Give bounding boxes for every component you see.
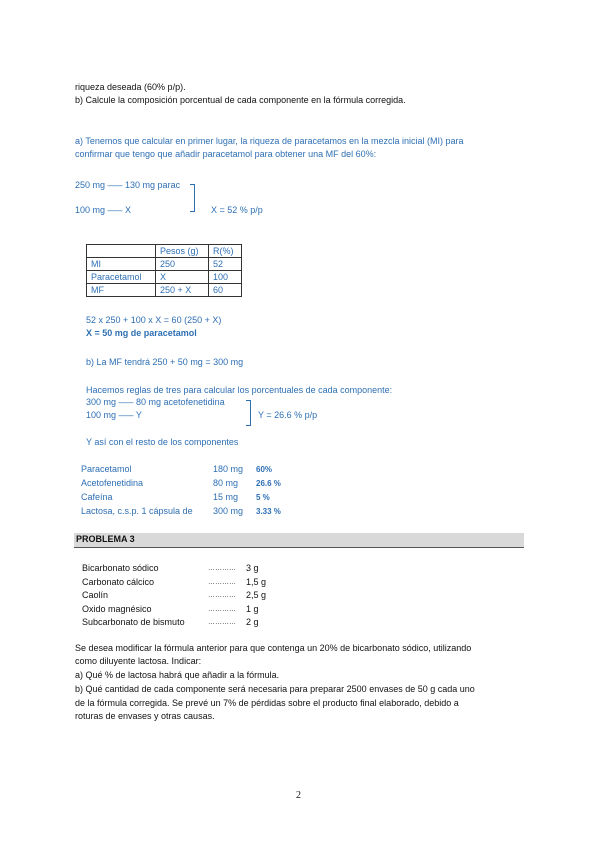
solution-b-line-2: Hacemos reglas de tres para calcular los porcentuales de cada componente: (86, 385, 393, 395)
rule-of-three-1-result: X = 52 % p/p (211, 205, 263, 215)
table-header-cell (87, 245, 156, 258)
solution-a-line-1: a) Tenemos que calcular en primer lugar, la riqueza de paracetamos en la mezcla inicial (MI) para (75, 136, 464, 146)
table-cell: 100 (209, 271, 242, 284)
problem-3-text-line: roturas de envases y otras causas. (75, 711, 215, 721)
equation-line-1: 52 x 250 + 100 x X = 60 (250 + X) (86, 315, 222, 325)
composition-percent: 26.6 % (256, 479, 281, 488)
ingredient-qty: 1,5 g (246, 577, 267, 587)
table-header-cell: Pesos (g) (156, 245, 209, 258)
table-row (87, 284, 242, 297)
problem-3-text-line: b) Qué cantidad de cada componente será necesaria para preparar 2500 envases de 50 g cada uno (75, 684, 475, 694)
ingredient-qty: 2,5 g (246, 590, 267, 600)
ingredient-name: Caolín (82, 590, 109, 600)
rule-of-three-2-line-2: 100 mg ––– Y (86, 410, 142, 420)
table-header-cell: R(%) (209, 245, 242, 258)
table-cell: Paracetamol (87, 271, 156, 284)
intro-line-1: riqueza deseada (60% p/p). (75, 82, 186, 92)
rule-of-three-1-line-2: 100 mg ––– X (75, 205, 132, 215)
composition-name: Paracetamol (81, 464, 132, 474)
composition-percent: 60% (256, 465, 273, 474)
problem-3-heading: PROBLEMA 3 (76, 534, 135, 544)
solution-b-line-1: b) La MF tendrá 250 + 50 mg = 300 mg (86, 357, 244, 367)
solution-b-line-3: Y así con el resto de los componentes (86, 437, 239, 447)
composition-name: Lactosa, c.s.p. 1 cápsula de (81, 506, 193, 516)
table-row (87, 258, 242, 271)
problem-3-text-line: de la fórmula corregida. Se prevé un 7% de pérdidas sobre el producto final elaborado, debido a (75, 698, 459, 708)
rule-of-three-1-line-1: 250 mg ––– 130 mg parac (75, 180, 181, 190)
ingredient-name: Bicarbonato sódico (82, 563, 159, 573)
intro-line-2: b) Calcule la composición porcentual de cada componente en la fórmula corregida. (75, 95, 406, 105)
ingredient-name: Oxido magnésico (82, 604, 152, 614)
composition-amount: 180 mg (213, 464, 244, 474)
table-cell: 60 (209, 284, 242, 297)
composition-amount: 15 mg (213, 492, 239, 502)
ingredient-name: Subcarbonato de bismuto (82, 617, 185, 627)
ingredient-dots: ………… (208, 579, 236, 586)
mixture-table (86, 244, 242, 297)
composition-percent: 3.33 % (256, 507, 281, 516)
table-cell: MF (87, 284, 156, 297)
composition-name: Cafeína (81, 492, 113, 502)
ingredient-qty: 1 g (246, 604, 259, 614)
rule-of-three-2-result: Y = 26.6 % p/p (258, 410, 318, 420)
table-cell: 52 (209, 258, 242, 271)
equation-line-2: X = 50 mg de paracetamol (86, 328, 197, 338)
composition-amount: 300 mg (213, 506, 244, 516)
ingredient-dots: ………… (208, 606, 236, 613)
problem-3-heading-bar (74, 533, 524, 548)
problem-3-text-line: Se desea modificar la fórmula anterior para que contenga un 20% de bicarbonato sódico, utilizando (75, 643, 472, 653)
table-header-row (87, 245, 242, 258)
rule-bracket-2 (246, 400, 251, 426)
rule-bracket-1 (190, 184, 195, 212)
composition-percent: 5 % (256, 493, 270, 502)
page-number: 2 (296, 790, 301, 801)
table-cell: X (156, 271, 209, 284)
ingredient-qty: 2 g (246, 617, 259, 627)
rule-of-three-2-line-1: 300 mg ––– 80 mg acetofenetidina (86, 397, 225, 407)
problem-3-text-line: a) Qué % de lactosa habrá que añadir a la fórmula. (75, 670, 280, 680)
ingredient-dots: ………… (208, 565, 236, 572)
ingredient-name: Carbonato cálcico (82, 577, 155, 587)
problem-3-text-line: como diluyente lactosa. Indicar: (75, 656, 202, 666)
solution-a-line-2: confirmar que tengo que añadir paracetamol para obtener una MF del 60%: (75, 149, 377, 159)
ingredient-qty: 3 g (246, 563, 259, 573)
table-cell: MI (87, 258, 156, 271)
ingredient-dots: ………… (208, 619, 236, 626)
table-row (87, 271, 242, 284)
table-cell: 250 (156, 258, 209, 271)
composition-name: Acetofenetidina (81, 478, 144, 488)
composition-amount: 80 mg (213, 478, 239, 488)
table-cell: 250 + X (156, 284, 209, 297)
ingredient-dots: ………… (208, 592, 236, 599)
